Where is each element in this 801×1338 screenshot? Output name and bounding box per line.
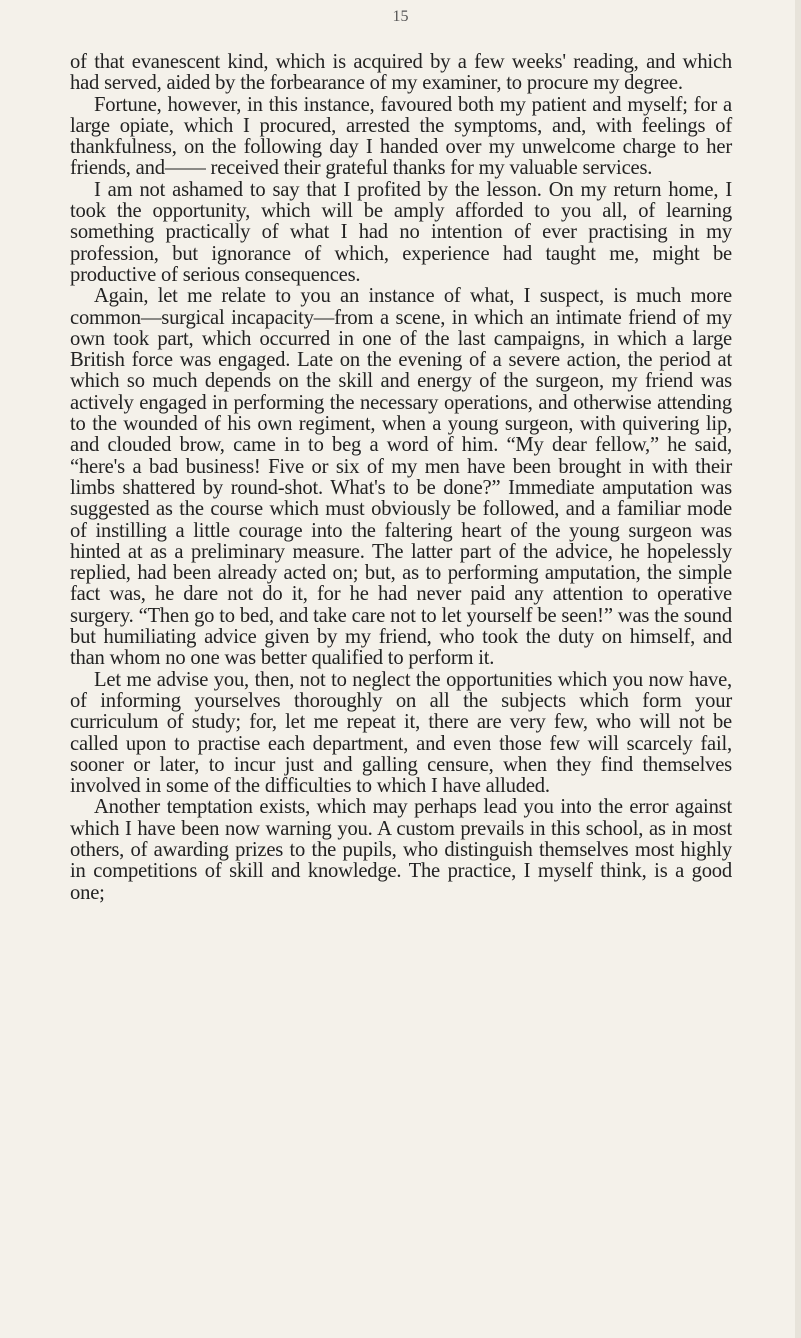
paragraph-5: Let me advise you, then, not to neglect the opportunities which you now have, of informing yourselves thoroughly on all the subjects which form your curriculum of study; for, let me repeat it, there are very few, who will not be called upon to practise each department, and even those few will scarcely fail, sooner or later, to incur just and galling censure, when they find themselves involved in some of the difficulties to which I have alluded.	[70, 668, 732, 798]
page-number: 15	[392, 8, 409, 25]
paragraph-4: Again, let me relate to you an instance of what, I suspect, is much more common—surgical incapacity—from a scene, in which an intimate friend of my own took part, which occurred in one of the last campaigns, in which a large British force was engaged. Late on the evening of a severe action, the period at which so much depends on the skill and energy of the surgeon, my friend was actively engaged in performing the necessary operations, and otherwise attending to the wounded of his own regiment, when a young surgeon, with quivering lip, and clouded brow, came in to beg a word of him. “My dear fellow,” he said, “here's a bad business! Five or six of my men have been brought in with their limbs shattered by round-shot. What's to be done?” Immediate amputation was suggested as the course which must obviously be followed, and a familiar mode of instilling a little courage into the faltering heart of the young surgeon was hinted at as a preliminary measure. The latter part of the advice, he hopelessly replied, had been already acted on; but, as to performing amputation, the simple fact was, he dare not do it, for he had never paid any attention to operative surgery. “Then go to bed, and take care not to let yourself be seen!” was the sound but humiliating advice given by my friend, who took the duty on himself, and than whom no one was better qualified to perform it.	[70, 285, 732, 670]
paragraph-2: Fortune, however, in this instance, favoured both my patient and myself; for a large opiate, which I procured, arrested the symptoms, and, with feelings of thankfulness, on the following day I handed over my unwelcome charge to her friends, and—— received their grateful thanks for my valuable services.	[70, 93, 732, 180]
page-edge-shadow	[795, 0, 801, 1338]
body-text	[70, 52, 732, 904]
paragraph-3: I am not ashamed to say that I profited by the lesson. On my return home, I took the opportunity, which will be amply afforded to you all, of learning something practically of what I had no intention of ever practising in my profession, but ignorance of which, experience had taught me, might be productive of serious consequences.	[70, 178, 732, 286]
paragraph-6: Another temptation exists, which may perhaps lead you into the error against which I have been now warning you. A custom prevails in this school, as in most others, of awarding prizes to the pupils, who distinguish themselves most highly in competitions of skill and knowledge. The practice, I myself think, is a good one;	[70, 796, 732, 904]
paragraph-1: of that evanescent kind, which is acquired by a few weeks' reading, and which had served, aided by the forbearance of my examiner, to procure my degree.	[70, 51, 732, 95]
